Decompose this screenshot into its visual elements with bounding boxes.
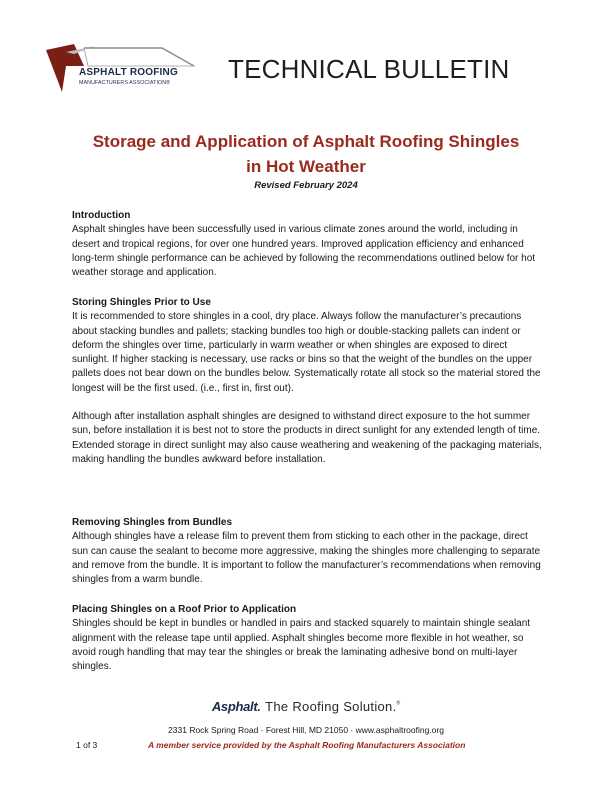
section-introduction	[72, 209, 544, 280]
section-paragraph: Although shingles have a release film to prevent them from sticking to each other in the package, direct sun can cause the sealant to become more aggressive, making the shingles more challenging to separate and remove from the bundle. It is important to follow the manufacturer’s recommendations when removing shingles from a warm bundle.	[72, 531, 541, 586]
section-heading: Removing Shingles from Bundles	[72, 517, 233, 528]
footer-member-line: A member service provided by the Asphalt Roofing Manufacturers Association	[148, 740, 466, 750]
section-heading: Introduction	[72, 210, 131, 221]
section-paragraph: Asphalt shingles have been successfully used in various climate zones around the world, including in desert and tropical regions, for over one hundred years. Improved application efficiency and enhanced long-term shingle performance can be achieved by following the recommendations outlined below for hot weather storage and application.	[72, 224, 536, 279]
footer-address: 2331 Rock Spring Road · Forest Hill, MD 21050 · www.asphaltroofing.org	[168, 725, 444, 735]
footer-brand: Asphalt.	[211, 699, 261, 714]
arma-logo	[44, 44, 204, 94]
document-title-line1: Storage and Application of Asphalt Roofing Shingles	[92, 132, 520, 151]
section-paragraph: Shingles should be kept in bundles or handled in pairs and stacked squarely to maintain shingle sealant alignment with the release tape until applied. Asphalt shingles become more flexible in hot weather, so avoid rough handling that may tear the shingles or break the laminating adhesive bond on multi-layer shingles.	[72, 618, 531, 673]
logo-subtitle: MANUFACTURERS ASSOCIATION®	[79, 80, 171, 86]
section-paragraph: It is recommended to store shingles in a cool, dry place. Always follow the manufacturer’s precautions about stacking bundles and pallets; stacking bundles too high or double-stacking pallets can indent or deform the shingles over time, particularly in warm weather or when shingles are exposed to direct sunlight. If higher stacking is necessary, use racks or bins so that the weight of the bundles on the upper pallets does not bear down on the bundles below. Systematically rotate all stock so the material stored the longest will be the first used. (i.e., first in, first out).	[72, 311, 541, 394]
footer-tagline-mark: ®	[396, 700, 401, 707]
document-title-line2: in Hot Weather	[246, 157, 366, 176]
section-heading: Placing Shingles on a Roof Prior to Application	[72, 604, 297, 615]
page-number: 1 of 3	[76, 740, 98, 750]
section-placing	[72, 603, 544, 674]
section-paragraph: Although after installation asphalt shingles are designed to withstand direct exposure to the hot summer sun, before installation it is best not to store the products in direct sunlight for any extended length of time. Extended storage in direct sunlight may also cause weathering and weakening of the packaging materials, making handling the bundles awkward before installation.	[72, 411, 542, 465]
footer-tagline: The Roofing Solution.	[265, 699, 397, 714]
section-removing	[72, 516, 544, 587]
logo-name: ASPHALT ROOFING	[79, 67, 178, 78]
footer-logo	[0, 698, 612, 716]
page-title: TECHNICAL BULLETIN	[228, 54, 510, 84]
section-heading: Storing Shingles Prior to Use	[72, 297, 211, 308]
section-storing	[72, 296, 544, 467]
revision-date: Revised February 2024	[254, 180, 358, 191]
